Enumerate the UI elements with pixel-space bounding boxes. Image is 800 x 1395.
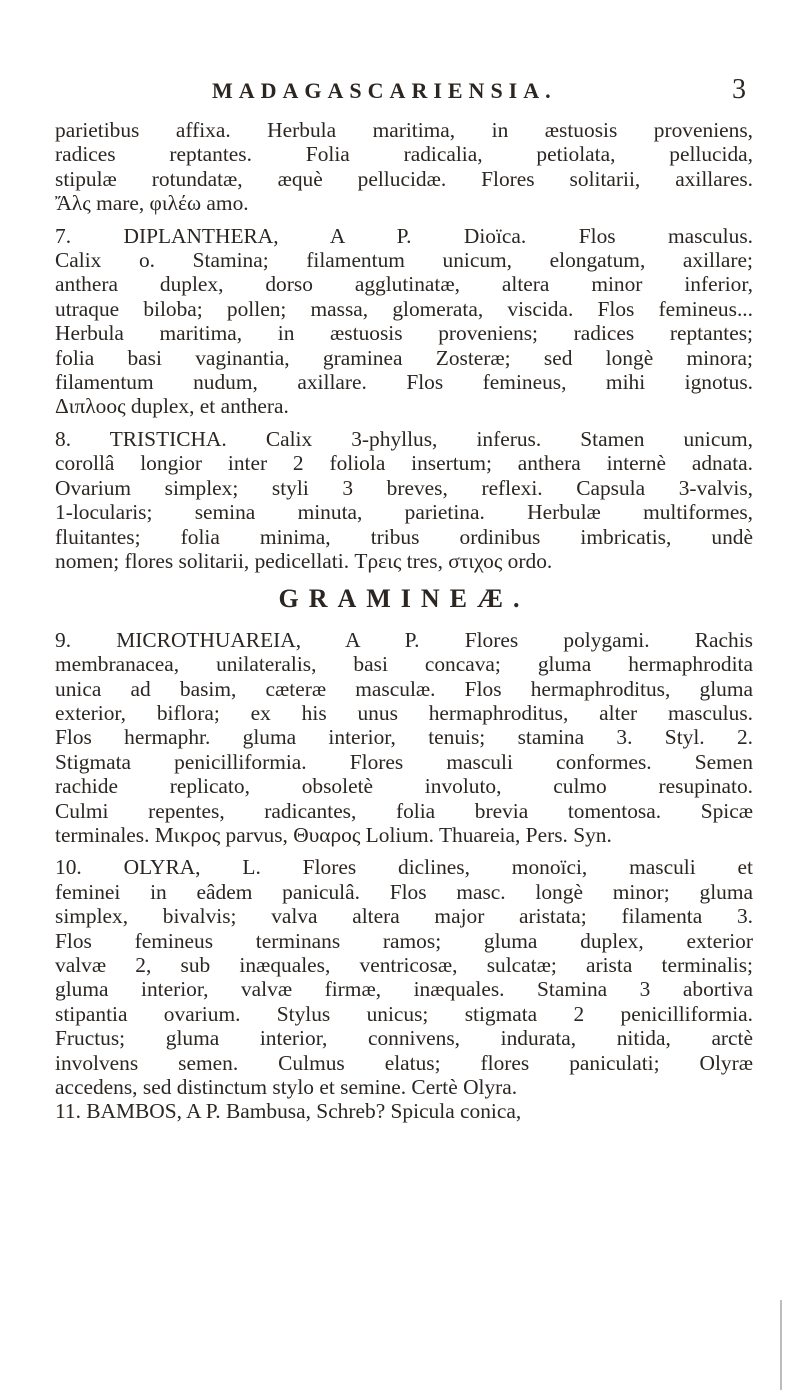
entry-olyra xyxy=(55,855,753,1099)
text-line: 8. TRISTICHA. Calix 3-phyllus, inferus. Stamen unicum, xyxy=(55,426,753,451)
text-line: Stigmata penicilliformia. Flores masculi conformes. Semen xyxy=(55,749,753,774)
text-line: stipulæ rotundatæ, æquè pellucidæ. Flores solitarii, axillares. xyxy=(55,166,753,191)
text-line: unica ad basim, cæteræ masculæ. Flos hermaphroditus, gluma xyxy=(55,676,753,701)
text-line: anthera duplex, dorso agglutinatæ, altera minor inferior, xyxy=(55,272,753,297)
entry-bambos xyxy=(55,1099,753,1123)
text-line: 10. OLYRA, L. Flores diclines, monoïci, masculi et xyxy=(55,855,753,880)
text-line: Culmi repentes, radicantes, folia brevia tomentosa. Spicæ xyxy=(55,798,753,823)
text-line: Calix o. Stamina; filamentum unicum, elongatum, axillare; xyxy=(55,248,753,273)
page-number: 3 xyxy=(732,74,746,105)
text-line: nomen; flores solitarii, pedicellati. Τρεις tres, στιχος ordo. xyxy=(55,548,553,573)
entry-diplanthera xyxy=(55,224,753,419)
section-title: GRAMINEÆ. xyxy=(278,584,530,614)
text-line: accedens, sed distinctum stylo et semine. Certè Olyra. xyxy=(55,1075,518,1100)
text-line: fluitantes; folia minima, tribus ordinibus imbricatis, undè xyxy=(55,524,753,549)
entry-microthuareia xyxy=(55,628,753,848)
text-line: exterior, biflora; ex his unus hermaphroditus, alter masculus. xyxy=(55,700,753,725)
text-line: parietibus affixa. Herbula maritima, in æstuosis proveniens, xyxy=(55,118,753,142)
text-line: 11. BAMBOS, A P. Bambusa, Schreb? Spicula conica, xyxy=(55,1099,522,1124)
text-line: terminales. Μικρος parvus, Θυαρος Lolium. Thuareia, Pers. Syn. xyxy=(55,822,612,847)
text-line: membranacea, unilateralis, basi concava; gluma hermaphrodita xyxy=(55,652,753,677)
text-line: Ἄλς mare, φιλέω amo. xyxy=(55,191,249,216)
text-line: Herbula maritima, in æstuosis proveniens; radices reptantes; xyxy=(55,321,753,346)
text-line: gluma interior, valvæ firmæ, inæquales. Stamina 3 abortiva xyxy=(55,977,753,1002)
text-line: Ovarium simplex; styli 3 breves, reflexi. Capsula 3-valvis, xyxy=(55,475,753,500)
body-text xyxy=(55,118,753,1124)
text-line: Flos femineus terminans ramos; gluma duplex, exterior xyxy=(55,928,753,953)
text-line: filamentum nudum, axillare. Flos femineus, mihi ignotus. xyxy=(55,370,753,395)
text-line: corollâ longior inter 2 foliola insertum; anthera internè adnata. xyxy=(55,451,753,476)
text-line: stipantia ovarium. Stylus unicus; stigmata 2 penicilliformia. xyxy=(55,1001,753,1026)
text-line: Flos hermaphr. gluma interior, tenuis; stamina 3. Styl. 2. xyxy=(55,725,753,750)
text-line: utraque biloba; pollen; massa, glomerata, viscida. Flos femineus... xyxy=(55,296,753,321)
text-line: Διπλοος duplex, et anthera. xyxy=(55,394,289,419)
text-line: 7. DIPLANTHERA, A P. Dioïca. Flos masculus. xyxy=(55,223,753,248)
text-line: rachide replicato, obsoletè involuto, culmo resupinato. xyxy=(55,774,753,799)
text-line: feminei in eâdem paniculâ. Flos masc. longè minor; gluma xyxy=(55,879,753,904)
text-line: involvens semen. Culmus elatus; flores paniculati; Olyræ xyxy=(55,1050,753,1075)
entry-tristicha xyxy=(55,427,753,573)
running-title: MADAGASCARIENSIA. xyxy=(212,78,557,103)
text-line: 1-locularis; semina minuta, parietina. Herbulæ multiformes, xyxy=(55,500,753,525)
text-line: simplex, bivalvis; valva altera major aristata; filamenta 3. xyxy=(55,904,753,929)
text-line: Fructus; gluma interior, connivens, indurata, nitida, arctè xyxy=(55,1026,753,1051)
running-head xyxy=(0,74,800,108)
text-line: radices reptantes. Folia radicalia, petiolata, pellucida, xyxy=(55,142,753,167)
text-line: folia basi vaginantia, graminea Zosteræ; sed longè minora; xyxy=(55,345,753,370)
text-line: valvæ 2, sub inæquales, ventricosæ, sulcatæ; arista terminalis; xyxy=(55,953,753,977)
margin-mark xyxy=(780,1300,782,1390)
paragraph-continuation xyxy=(55,118,753,216)
text-line: 9. MICROTHUAREIA, A P. Flores polygami. Rachis xyxy=(55,627,753,652)
